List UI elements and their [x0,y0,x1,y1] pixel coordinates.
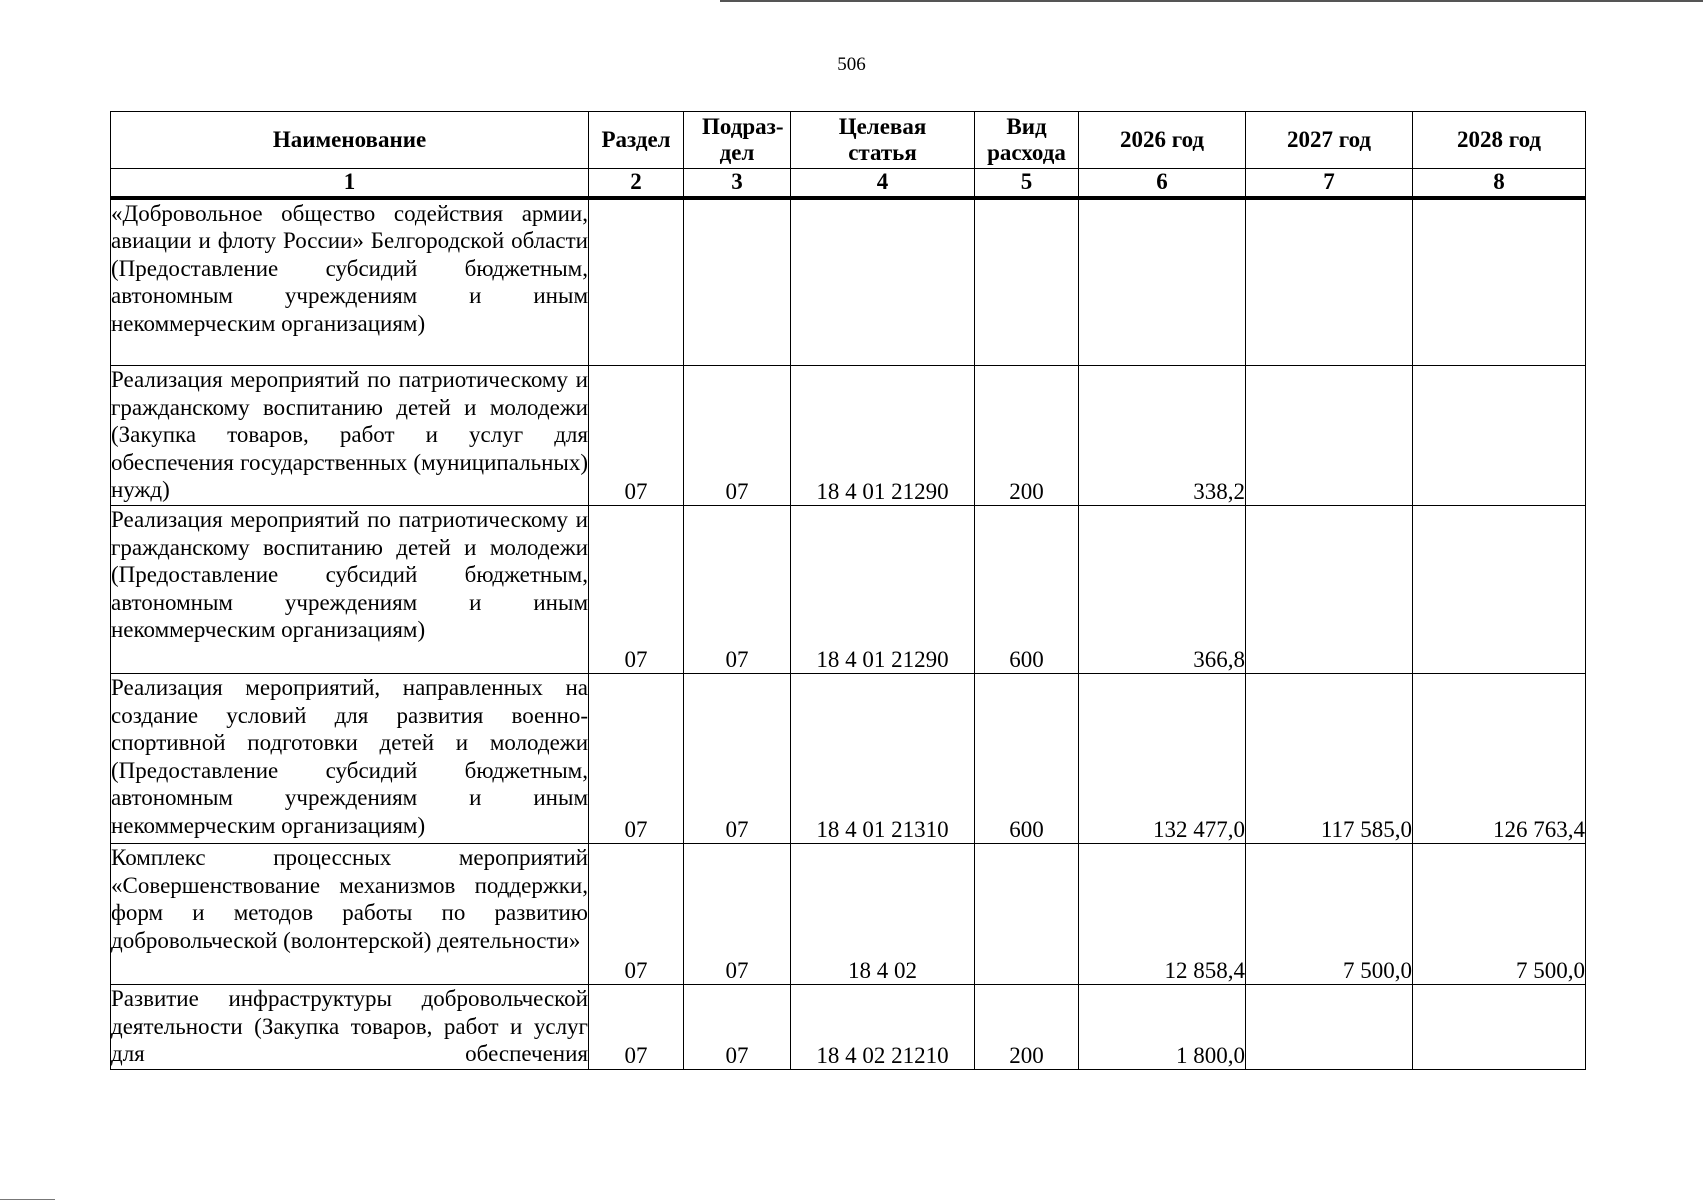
table-row [111,366,1586,506]
row-subsection: 07 [684,366,791,506]
row-target [791,198,975,366]
row-name: «Добровольное общество содействия армии, авиации и флоту России» Белгородской области (Предоставление субсидий бюджетным, автономным учреждениям и иным некоммерческим организациям) [111,198,589,366]
header-subsection [684,112,791,169]
row-expense-type [975,198,1079,366]
row-subsection: 07 [684,985,791,1070]
row-section: 07 [589,844,684,985]
row-name: Развитие инфраструктуры добровольческой деятельности (Закупка товаров, работ и услуг для обеспечения [111,985,589,1070]
column-number: 4 [791,169,975,198]
header-name: Наименование [111,112,589,169]
table-row [111,844,1586,985]
row-2028 [1413,366,1586,506]
row-2027 [1246,506,1413,674]
row-expense-type: 600 [975,674,1079,844]
header-2027: 2027 год [1246,112,1413,169]
budget-table [110,111,1586,1070]
table-row [111,674,1586,844]
row-name: Реализация мероприятий по патриотическому и гражданскому воспитанию детей и молодежи (Предоставление субсидий бюджетным, автономным учреждениям и иным некоммерческим организациям) [111,506,589,674]
top-border-line [720,0,1703,2]
row-2026: 338,2 [1079,366,1246,506]
column-number-row [111,169,1586,198]
header-section: Раздел [589,112,684,169]
row-2028: 126 763,4 [1413,674,1586,844]
row-name: Реализация мероприятий, направленных на создание условий для развития военно-спортивной подготовки детей и молодежи (Предоставление субсидий бюджетным, автономным учреждениям и иным некоммерческим организациям) [111,674,589,844]
row-subsection: 07 [684,844,791,985]
row-2027 [1246,366,1413,506]
row-2028: 7 500,0 [1413,844,1586,985]
row-expense-type: 200 [975,985,1079,1070]
column-number: 8 [1413,169,1586,198]
table-row [111,985,1586,1070]
row-section: 07 [589,506,684,674]
row-2027 [1246,985,1413,1070]
row-2028 [1413,198,1586,366]
row-section: 07 [589,366,684,506]
row-target: 18 4 02 [791,844,975,985]
row-2028 [1413,506,1586,674]
row-2026 [1079,198,1246,366]
column-number: 6 [1079,169,1246,198]
table-row [111,198,1586,366]
row-subsection [684,198,791,366]
row-name: Комплекс процессных мероприятий «Совершенствование механизмов поддержки, форм и методов работы по развитию добровольческой (волонтерской) деятельности» [111,844,589,985]
row-2026: 12 858,4 [1079,844,1246,985]
row-section: 07 [589,985,684,1070]
column-number: 3 [684,169,791,198]
header-target-label: Целевая статья [838,114,927,165]
row-2027 [1246,198,1413,366]
row-target: 18 4 01 21290 [791,366,975,506]
row-expense-type [975,844,1079,985]
row-expense-type: 600 [975,506,1079,674]
row-subsection: 07 [684,506,791,674]
header-target [791,112,975,169]
header-row [111,112,1586,169]
row-2026: 1 800,0 [1079,985,1246,1070]
header-expense-type [975,112,1079,169]
row-2027: 117 585,0 [1246,674,1413,844]
row-2026: 366,8 [1079,506,1246,674]
column-number: 2 [589,169,684,198]
row-target: 18 4 01 21310 [791,674,975,844]
row-name: Реализация мероприятий по патриотическому и гражданскому воспитанию детей и молодежи (Закупка товаров, работ и услуг для обеспечения государственных (муниципальных) нужд) [111,366,589,506]
column-number: 5 [975,169,1079,198]
header-expense-type-label: Вид расхода [987,114,1066,165]
table-row [111,506,1586,674]
row-section: 07 [589,674,684,844]
column-number: 7 [1246,169,1413,198]
row-section [589,198,684,366]
row-expense-type: 200 [975,366,1079,506]
header-subsection-label: Подраз-дел [702,114,784,165]
row-2027: 7 500,0 [1246,844,1413,985]
row-subsection: 07 [684,674,791,844]
header-2028: 2028 год [1413,112,1586,169]
header-2026: 2026 год [1079,112,1246,169]
column-number: 1 [111,169,589,198]
row-2026: 132 477,0 [1079,674,1246,844]
row-2028 [1413,985,1586,1070]
page-number: 506 [837,54,866,75]
row-target: 18 4 02 21210 [791,985,975,1070]
row-target: 18 4 01 21290 [791,506,975,674]
